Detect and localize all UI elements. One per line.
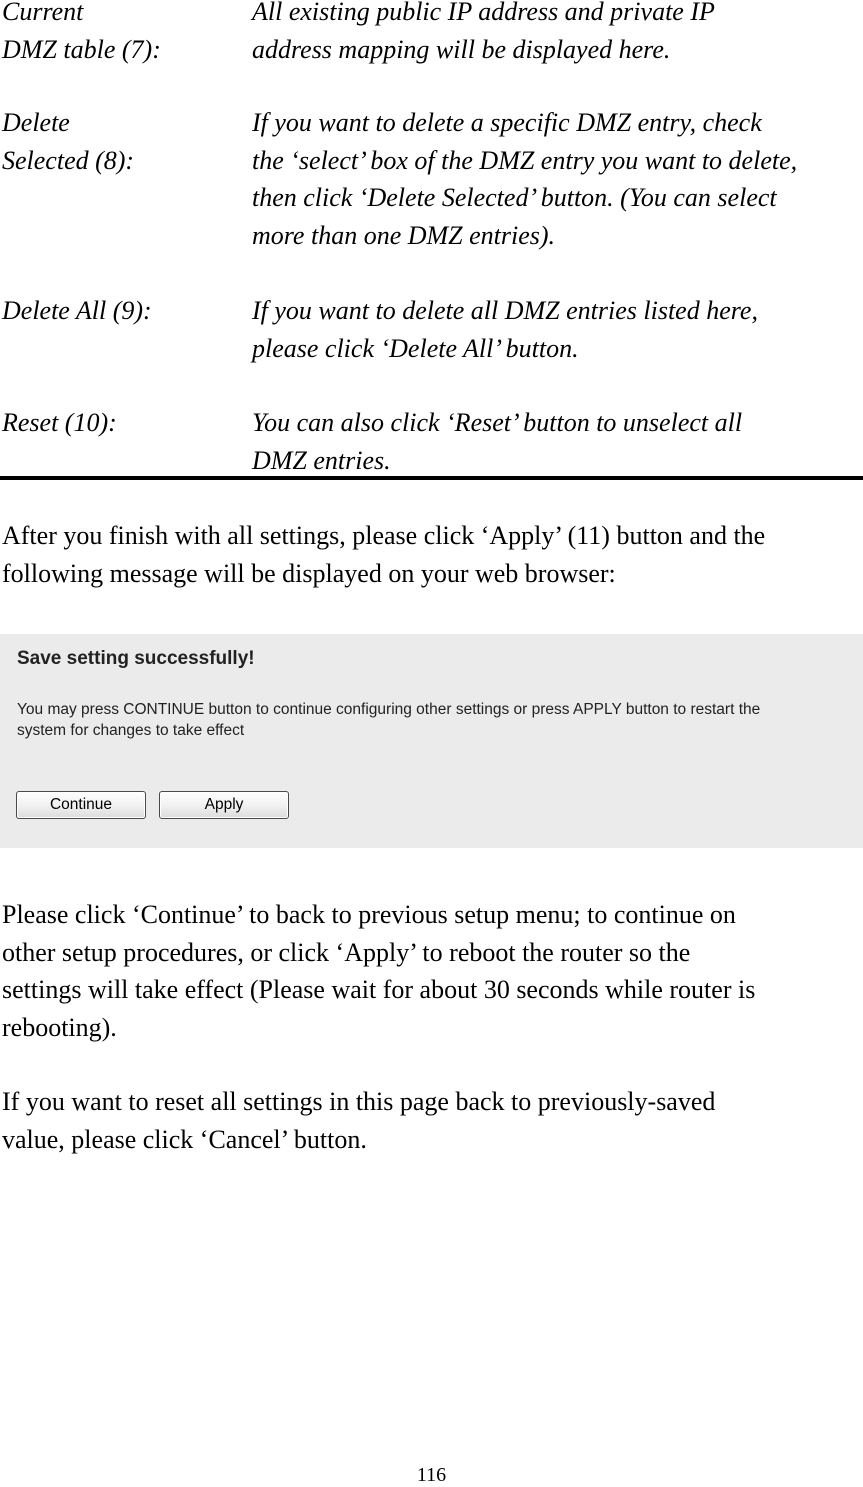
continue-button[interactable]: Continue xyxy=(16,791,146,819)
definition-description: You can also click ‘Reset’ button to unselect all DMZ entries. xyxy=(252,408,743,475)
definition-term: Reset (10): xyxy=(2,408,117,437)
definition-description: If you want to delete a specific DMZ entry, check the ‘select’ box of the DMZ entry you want to delete, then click ‘Delete Selected’ button. (You can select more than one DMZ entries). xyxy=(252,108,798,250)
save-success-title: Save setting successfully! xyxy=(17,648,255,669)
continue-paragraph: Please click ‘Continue’ to back to previous setup menu; to continue on other setup procedures, or click ‘Apply’ to reboot the router so the settings will take effect (Please wait for about 30 seconds while router is rebooting). xyxy=(2,900,756,1042)
definition-description: All existing public IP address and private IP address mapping will be displayed here. xyxy=(252,0,715,64)
table-bottom-border xyxy=(0,476,863,480)
definition-description: If you want to delete all DMZ entries listed here, please click ‘Delete All’ button. xyxy=(252,296,758,363)
definition-delete-selected xyxy=(2,104,863,254)
definition-current-dmz-table xyxy=(2,0,863,68)
definition-term: Delete All (9): xyxy=(2,296,152,325)
intro-paragraph: After you finish with all settings, please click ‘Apply’ (11) button and the following message will be displayed on your web browser: xyxy=(2,521,766,588)
page-number: 116 xyxy=(416,1464,447,1486)
save-success-screenshot xyxy=(0,634,863,848)
definition-term: Current DMZ table (7): xyxy=(2,0,161,64)
apply-button[interactable]: Apply xyxy=(159,791,289,819)
definition-term: Delete Selected (8): xyxy=(2,108,135,175)
save-success-message: You may press CONTINUE button to continue configuring other settings or press APPLY button to restart the system for changes to take effect xyxy=(17,701,761,739)
definition-reset xyxy=(2,404,863,479)
definition-delete-all xyxy=(2,292,863,367)
cancel-paragraph: If you want to reset all settings in this page back to previously-saved value, please click ‘Cancel’ button. xyxy=(2,1087,716,1154)
